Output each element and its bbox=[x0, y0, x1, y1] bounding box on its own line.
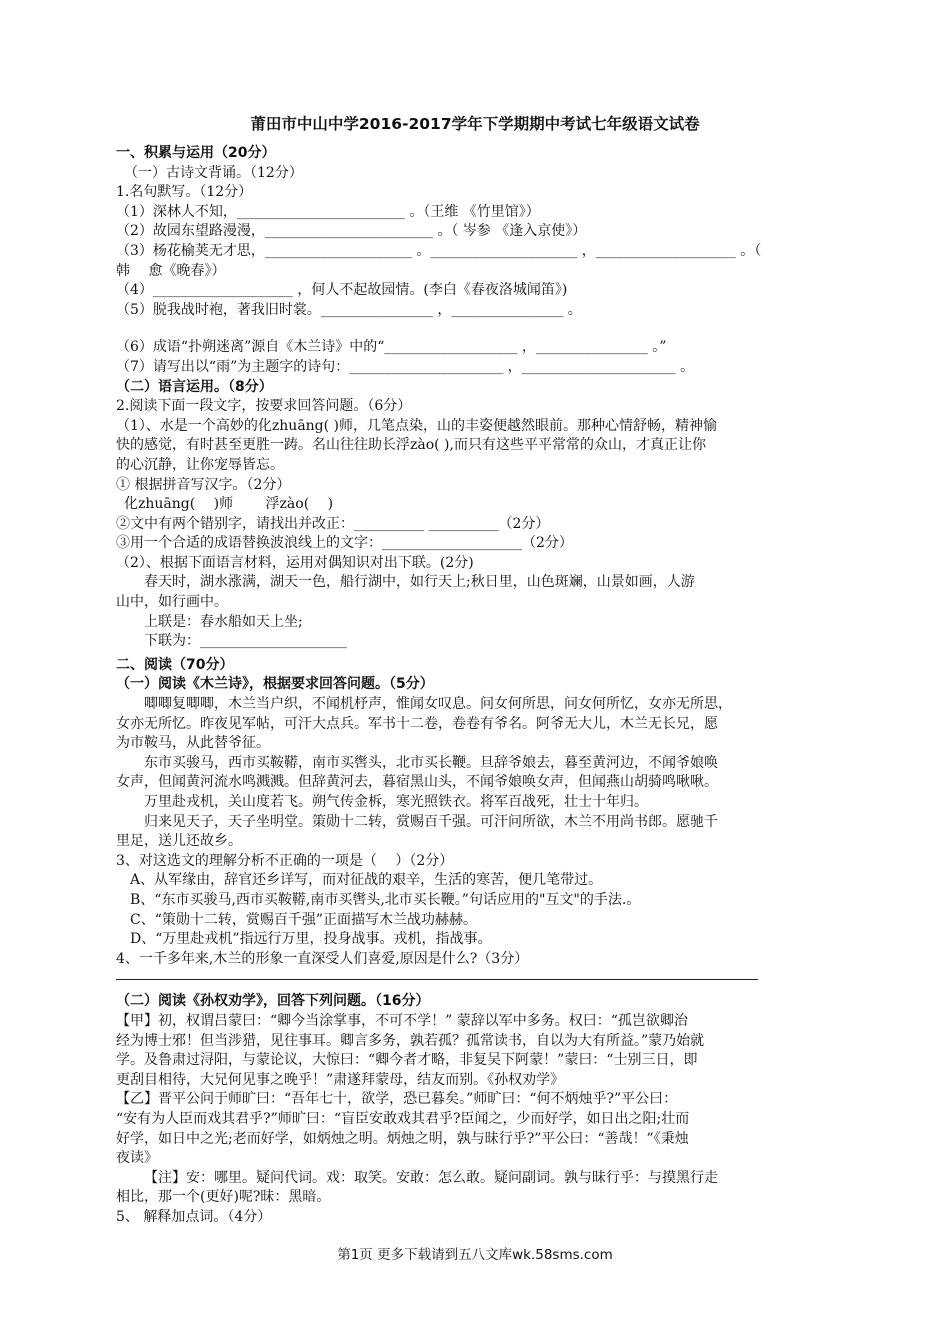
question-line: 化zhuāng( )师 浮zào( ) bbox=[124, 496, 334, 513]
passage-line: 的心沉静，让你宠辱皆忘。 bbox=[116, 456, 284, 473]
question-line: 2.阅读下面一段文字，按要求回答问题。（6分） bbox=[116, 398, 412, 415]
subsection-heading: （二）语言运用。（8分） bbox=[116, 378, 273, 395]
passage-line: 归来见天子，天子坐明堂。策勋十二转，赏赐百千强。可汗问所欲，木兰不用尚书郎。愿驰千 bbox=[144, 813, 718, 830]
question-line: 上联是：春水船如天上坐; bbox=[144, 613, 303, 630]
passage-line: 女亦无所忆。昨夜见军帖，可汗大点兵。军书十二卷，卷卷有爷名。阿爷无大儿，木兰无长兄，愿 bbox=[116, 715, 718, 732]
question-line: 韩 愈《晚春》） bbox=[116, 262, 226, 279]
section-heading: 二、阅读（70分） bbox=[116, 656, 234, 673]
subsection-heading: （一）阅读《木兰诗》，根据要求回答问题。（5分） bbox=[116, 676, 434, 693]
passage-line: 里足，送儿还故乡。 bbox=[116, 833, 242, 850]
question-line: 5、 解释加点词。（4分） bbox=[116, 1208, 272, 1225]
question-line: 1.名句默写。（12分） bbox=[116, 184, 253, 201]
page-footer: 第1页 更多下载请到五八文库wk.58sms.com bbox=[337, 1247, 613, 1263]
option-line: C、“策勋十二转，赏赐百千强”正面描写木兰战功赫赫。 bbox=[130, 911, 478, 928]
option-line: B、“东市买骏马,西市买鞍鞯,南市买辔头,北市买长鞭。”句话应用的"互文"的手法.。 bbox=[130, 891, 641, 908]
passage-line: 东市买骏马，西市买鞍鞯，南市买辔头，北市买长鞭。旦辞爷娘去，暮至黄河边，不闻爷娘唤 bbox=[144, 754, 718, 771]
answer-line bbox=[116, 969, 758, 980]
question-line: （3）杨花榆荚无才思，_____________________ 。_____________________ ，____________________ 。（ bbox=[116, 242, 762, 259]
question-line: （7）请写出以“雨”为主题字的诗句：______________________ ，______________________ 。 bbox=[116, 358, 695, 375]
passage-line: 【甲】初，权谓吕蒙曰：“卿今当涂掌事，不可不学！” 蒙辞以军中多务。权曰：“孤岂欲卿治 bbox=[116, 1012, 688, 1029]
question-line: ②文中有两个错别字，请找出并改正：__________ __________（2分） bbox=[116, 515, 550, 532]
passage-line: 春天时，湖水涨满，湖天一色，船行湖中，如行天上;秋日里，山色斑斓，山景如画，人游 bbox=[144, 574, 695, 591]
passage-line: “安有为人臣而戏其君乎?”师旷曰：“盲臣安敢戏其君乎?臣闻之，少而好学，如日出之阳;壮而 bbox=[116, 1110, 690, 1127]
section-heading: 一、积累与运用（20分） bbox=[116, 145, 276, 161]
passage-line: 唧唧复唧唧，木兰当户织，不闻机杼声，惟闻女叹息。问女何所思，问女何所忆，女亦无所思， bbox=[144, 696, 732, 713]
question-line: （5）脱我战时袍，著我旧时裳。________________ ，________________ 。 bbox=[116, 301, 582, 318]
question-line: ① 根据拼音写汉字。（2分） bbox=[116, 476, 291, 493]
subsection-heading: （二）阅读《孙权劝学》，回答下列问题。（16分） bbox=[116, 993, 430, 1010]
passage-line: 快的感觉，有时甚至更胜一踌。名山往往助长浮zào( ),而只有这些平平常常的众山，才真正让你 bbox=[116, 437, 706, 454]
note-line: 【注】安：哪里。疑问代词。戏：取笑。安敢：怎么敢。疑问副词。孰与昧行乎：与摸黑行走 bbox=[144, 1169, 718, 1186]
question-line: （2）、根据下面语言材料，运用对偶知识对出下联。(2分) bbox=[116, 554, 474, 571]
passage-line: 好学，如日中之光;老而好学，如炳烛之明。炳烛之明，孰与昧行乎?”平公曰：“善哉！”《秉烛 bbox=[116, 1130, 689, 1147]
passage-line: 经为博士邪！但当涉猎，见往事耳。卿言多务，孰若孤？孤常读书，自以为大有所益。”蒙乃始就 bbox=[116, 1032, 705, 1049]
exam-title: 莆田市中山中学2016-2017学年下学期期中考试七年级语文试卷 bbox=[250, 115, 700, 133]
question-line: 4、一千多年来,木兰的形象一直深受人们喜爱,原因是什么?（3分） bbox=[116, 950, 529, 967]
passage-line: 【乙】晋平公问于师旷曰：“吾年七十，欲学，恐已暮矣。”师旷曰：“何不炳烛乎?”平公曰： bbox=[116, 1091, 678, 1108]
passage-line: 山中，如行画中。 bbox=[116, 594, 228, 611]
passage-line: 女声，但闻黄河流水鸣溅溅。但辞黄河去，暮宿黑山头，不闻爷娘唤女声，但闻燕山胡骑鸣啾啾。 bbox=[116, 774, 718, 791]
question-line: 3、对这选文的理解分析不正确的一项是（ ）（2分） bbox=[116, 852, 454, 869]
question-line: （4）____________________ ，何人不起故园情。(李白《春夜洛城闻笛》) bbox=[116, 282, 568, 299]
question-line: ③用一个合适的成语替换波浪线上的文字：____________________（2分） bbox=[116, 535, 573, 552]
passage-line: 夜读》 bbox=[116, 1150, 158, 1167]
question-line: 下联为：_____________________ bbox=[144, 633, 347, 650]
question-line: （6）成语“扑朔迷离”源自《木兰诗》中的“___________________ ，________________ 。” bbox=[116, 339, 667, 356]
passage-line: 为市鞍马，从此替爷征。 bbox=[116, 735, 270, 752]
exam-body bbox=[116, 144, 838, 1227]
option-line: D、“万里赴戎机”指远行万里，投身战事。戎机，指战事。 bbox=[130, 931, 492, 948]
passage-line: 学。及鲁肃过浔阳，与蒙论议，大惊曰：“卿今者才略，非复吴下阿蒙！”蒙曰：“士别三日，即 bbox=[116, 1052, 698, 1069]
passage-line: 万里赴戎机，关山度若飞。朔气传金柝，寒光照铁衣。将军百战死，壮士十年归。 bbox=[144, 794, 648, 810]
passage-line: 更刮目相待，大兄何见事之晚乎！”肃遂拜蒙母，结友而别。《孙权劝学》 bbox=[116, 1071, 565, 1088]
question-line: （1）深林人不知，________________________ 。（王维 《竹里馆》） bbox=[116, 203, 540, 220]
option-line: A、从军缘由，辞官还乡详写，而对征战的艰辛，生活的寒苦，便几笔带过。 bbox=[130, 872, 603, 889]
note-line: 相比，那一个(更好)呢?昧：黑暗。 bbox=[116, 1189, 331, 1206]
subsection-heading: （一）古诗文背诵。（12分） bbox=[124, 164, 303, 181]
question-line: （2）故园东望路漫漫，________________________ 。（ 岑参 《逢入京使》） bbox=[116, 223, 587, 240]
passage-line: （1）、水是一个高妙的化zhuāng( )师，几笔点染，山的丰姿便越然眼前。那种心情舒畅，精神愉 bbox=[116, 417, 718, 434]
